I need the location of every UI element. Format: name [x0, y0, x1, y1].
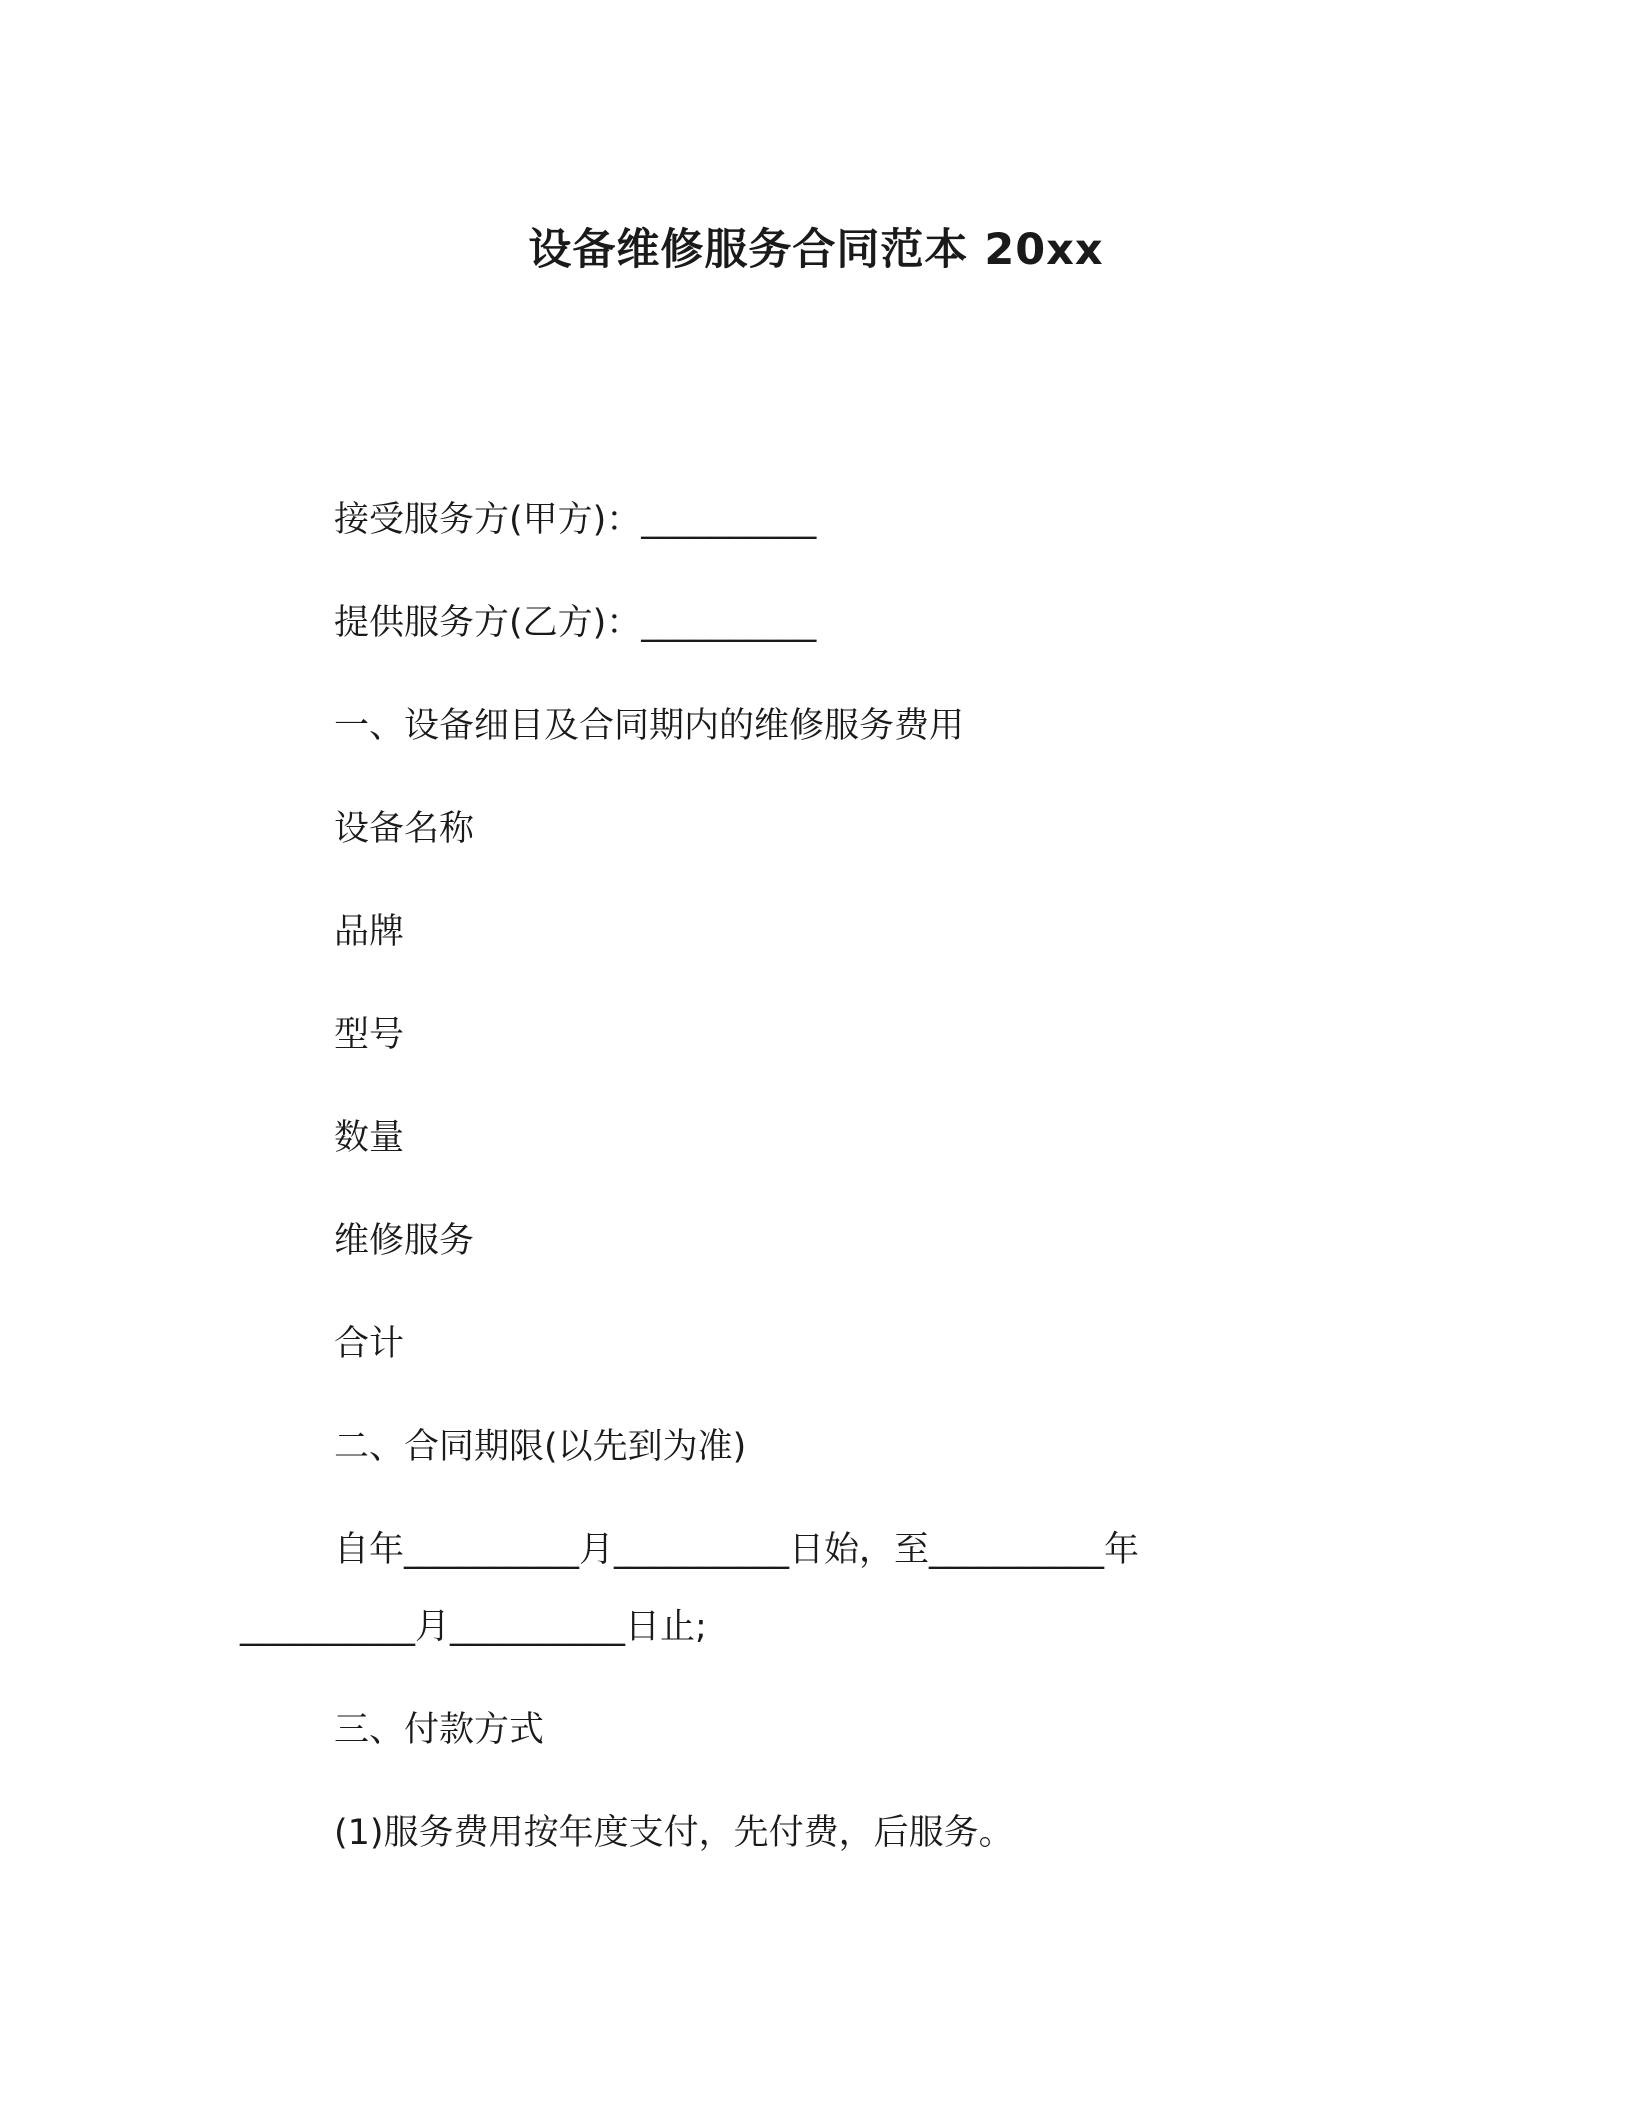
section-heading-2: 二、合同期限(以先到为准) [334, 1427, 747, 1467]
item-total: 合计 [334, 1324, 405, 1364]
item-quantity: 数量 [334, 1118, 405, 1158]
item-brand: 品牌 [334, 912, 405, 952]
section-heading-1: 一、设备细目及合同期内的维修服务费用 [334, 706, 965, 746]
party-b-line: 提供服务方(乙方)：__________ [334, 603, 817, 643]
party-a-line: 接受服务方(甲方)：__________ [334, 500, 817, 540]
section-heading-3: 三、付款方式 [334, 1710, 545, 1750]
contract-period-line-2: __________月__________日止; [240, 1607, 707, 1647]
payment-clause-1: (1)服务费用按年度支付，先付费，后服务。 [334, 1813, 1014, 1853]
item-equipment-name: 设备名称 [334, 809, 475, 849]
item-maintenance-service: 维修服务 [334, 1221, 475, 1261]
item-model: 型号 [334, 1015, 405, 1055]
document-title: 设备维修服务合同范本 20xx [528, 225, 1104, 275]
contract-period-line-1: 自年__________月__________日始，至__________年 [334, 1530, 1140, 1570]
